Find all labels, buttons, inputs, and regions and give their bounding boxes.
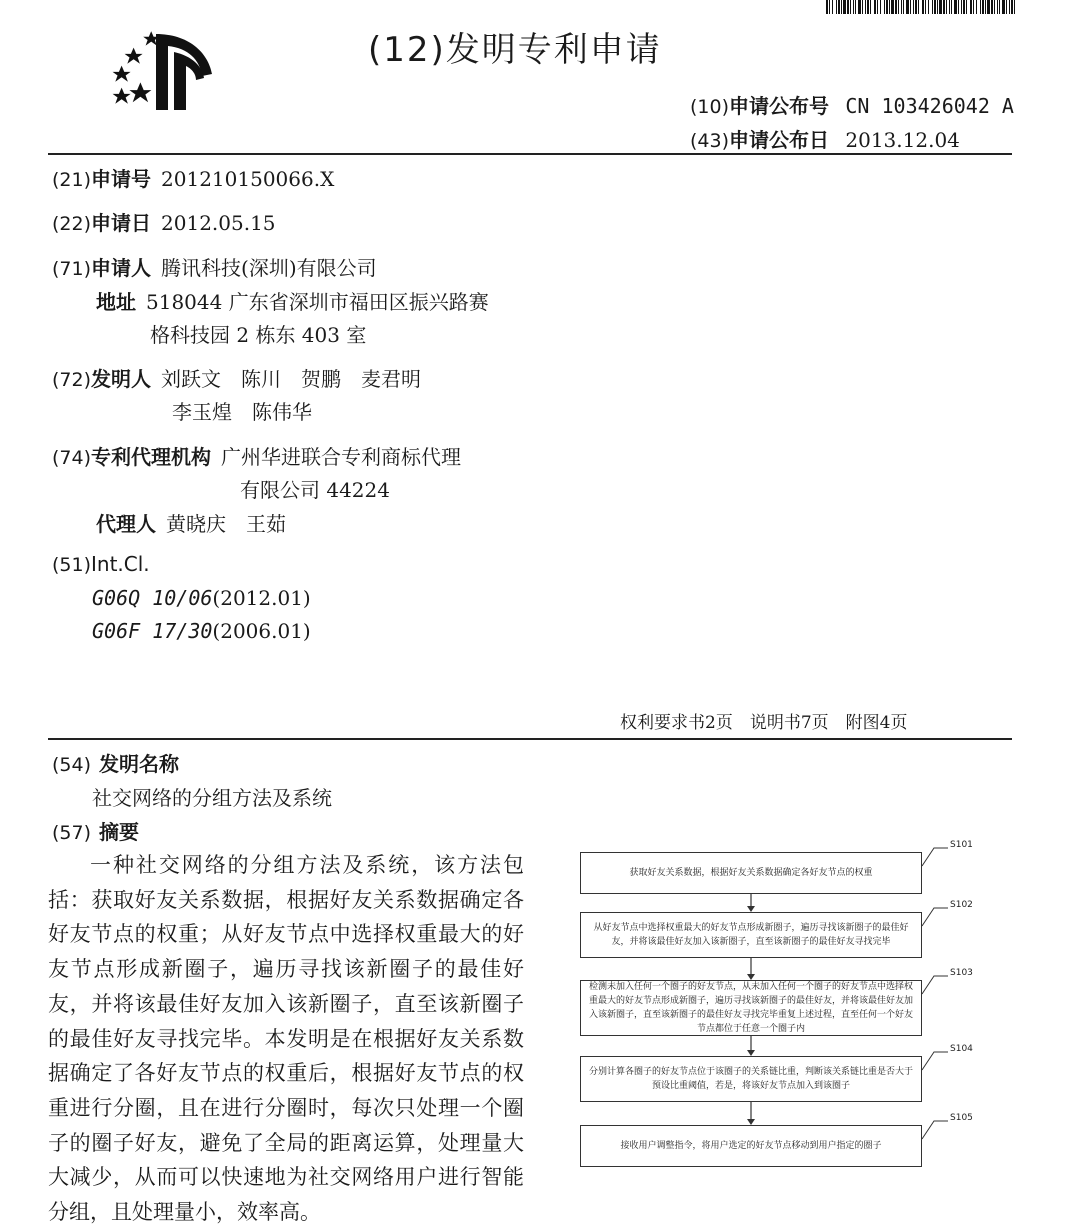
pub-number-code: (10): [690, 96, 730, 118]
inventors-label: 发明人: [91, 367, 152, 391]
agency-label: 专利代理机构: [91, 445, 212, 469]
app-number-code: (21): [52, 169, 92, 191]
agency-code: (74): [52, 447, 92, 469]
flowchart-step-s103: [580, 980, 922, 1036]
agent-value: 黄晓庆 王茹: [166, 512, 286, 536]
agent-row: [96, 508, 286, 537]
abstract-heading: [52, 816, 139, 845]
invention-name-label: 发明名称: [99, 752, 180, 776]
flowchart-step-label: S101: [950, 840, 973, 850]
flowchart-leader-line: [922, 848, 948, 866]
ipc-row-2: [92, 619, 311, 643]
flowchart-step-label: S104: [950, 1044, 973, 1054]
flowchart-step-s105: [580, 1125, 922, 1167]
agency-line-1: 广州华进联合专利商标代理: [221, 445, 462, 469]
agent-label: 代理人: [96, 512, 156, 536]
app-date-label: 申请日: [91, 211, 152, 235]
app-date-value: 2012.05.15: [161, 211, 276, 235]
applicant-row: [52, 252, 377, 281]
ipc-code-1: G06Q 10/06: [92, 586, 213, 610]
abstract-text: 一种社交网络的分组方法及系统，该方法包括：获取好友关系数据，根据好友关系数据确定各好友节点的权重；从好友节点中选择权重最大的好友节点形成新圈子，遍历寻找该新圈子的最佳好友，并将该最佳好友加入该新圈子，直至该新圈子的最佳好友寻找完毕。本发明是在根据好友关系数据确定了各好友节点的权重后，根据好友节点的权重进行分圈，且在进行分圈时，每次只处理一个圈子的圈子好友，避免了全局的距离运算，处理量大大减少，从而可以快速地为社交网络用户进行智能分组，且处理量小，效率高。: [48, 853, 524, 1225]
flowchart-step-s102: [580, 912, 922, 958]
publication-number-row: [690, 90, 1014, 119]
flowchart-step-label: S103: [950, 968, 973, 978]
pub-date-value: 2013.12.04: [845, 128, 960, 152]
agency-row: [52, 441, 461, 470]
address-line-1: 518044 广东省深圳市福田区振兴路赛: [146, 290, 489, 314]
applicant-label: 申请人: [91, 256, 152, 280]
flowchart-step-label: S105: [950, 1113, 973, 1123]
inventors-row: [52, 363, 421, 392]
applicant-code: (71): [52, 258, 92, 280]
flowchart-step-s101: [580, 852, 922, 894]
cnipa-emblem-icon: [108, 26, 220, 118]
top-divider: [48, 153, 1012, 155]
invention-name-code: (54): [52, 754, 92, 776]
app-date-code: (22): [52, 213, 92, 235]
flowchart-leader-line: [922, 1052, 948, 1070]
ipc-row-1: [92, 586, 311, 610]
inventors-line-1: 刘跃文 陈川 贺鹏 麦君明: [161, 367, 422, 391]
pub-date-code: (43): [690, 130, 730, 152]
flowchart-step-text: 从好友节点中选择权重最大的好友节点形成新圈子，遍历寻找该新圈子的最佳好友，并将该最佳好友加入该新圈子，直至该新圈子的最佳好友寻找完毕: [593, 923, 909, 947]
flowchart-step-text: 检测未加入任何一个圈子的好友节点，从未加入任何一个圈子的好友节点中选择权重最大的好友节点形成新圈子，遍历寻找该新圈子的最佳好友，并将该最佳好友加入该新圈子，直至该新圈子的最佳好友寻找完毕重复上述过程，直至任何一个好友节点都位于任意一个圈子内: [588, 982, 913, 1034]
inventors-line-2: 李玉煌 陈伟华: [172, 400, 312, 424]
flowchart-step-text: 分别计算各圈子的好友节点位于该圈子的关系链比重，判断该关系链比重是否大于预设比重阈值，若是，将该好友节点加入到该圈子: [588, 1067, 913, 1091]
intcl-code: (51): [52, 554, 92, 576]
app-number-label: 申请号: [91, 167, 152, 191]
pub-date-label: 申请公布日: [729, 128, 830, 152]
address-line-2: 格科技园 2 栋东 403 室: [150, 323, 367, 347]
app-number-value: 201210150066.X: [161, 167, 335, 191]
abstract-label: 摘要: [99, 820, 140, 844]
ipc-date-2: (2006.01): [212, 619, 311, 643]
flowchart-leader-line: [922, 976, 948, 994]
address-row: [96, 286, 489, 315]
pub-number-label: 申请公布号: [729, 94, 830, 118]
flowchart-step-text: 获取好友关系数据，根据好友关系数据确定各好友节点的权重: [629, 868, 873, 878]
intcl-label: Int.Cl.: [91, 552, 150, 576]
inventors-code: (72): [52, 369, 92, 391]
publication-date-row: [690, 124, 960, 153]
invention-name-value: 社交网络的分组方法及系统: [92, 786, 332, 810]
middle-divider: [48, 738, 1012, 740]
application-number-row: [52, 163, 334, 192]
applicant-value: 腾讯科技(深圳)有限公司: [161, 256, 377, 280]
flowchart-step-text: 接收用户调整指令，将用户选定的好友节点移动到用户指定的圈子: [620, 1141, 882, 1151]
barcode: [826, 0, 1016, 14]
pub-number-value: CN 103426042 A: [845, 94, 1014, 118]
flowchart-step-s104: [580, 1056, 922, 1102]
page-count-info: 权利要求书2页 说明书7页 附图4页: [620, 713, 908, 733]
ipc-date-1: (2012.01): [212, 586, 311, 610]
ipc-code-2: G06F 17/30: [92, 619, 213, 643]
flowchart-step-label: S102: [950, 900, 973, 910]
application-date-row: [52, 207, 276, 236]
flowchart-leader-line: [922, 1121, 948, 1139]
agency-line-2: 有限公司 44224: [240, 478, 390, 502]
intcl-row: [52, 552, 150, 576]
flowchart-leader-line: [922, 908, 948, 926]
abstract-code: (57): [52, 822, 92, 844]
address-label: 地址: [96, 290, 136, 314]
document-title: (12)发明专利申请: [368, 30, 662, 70]
invention-name-heading: [52, 748, 179, 777]
